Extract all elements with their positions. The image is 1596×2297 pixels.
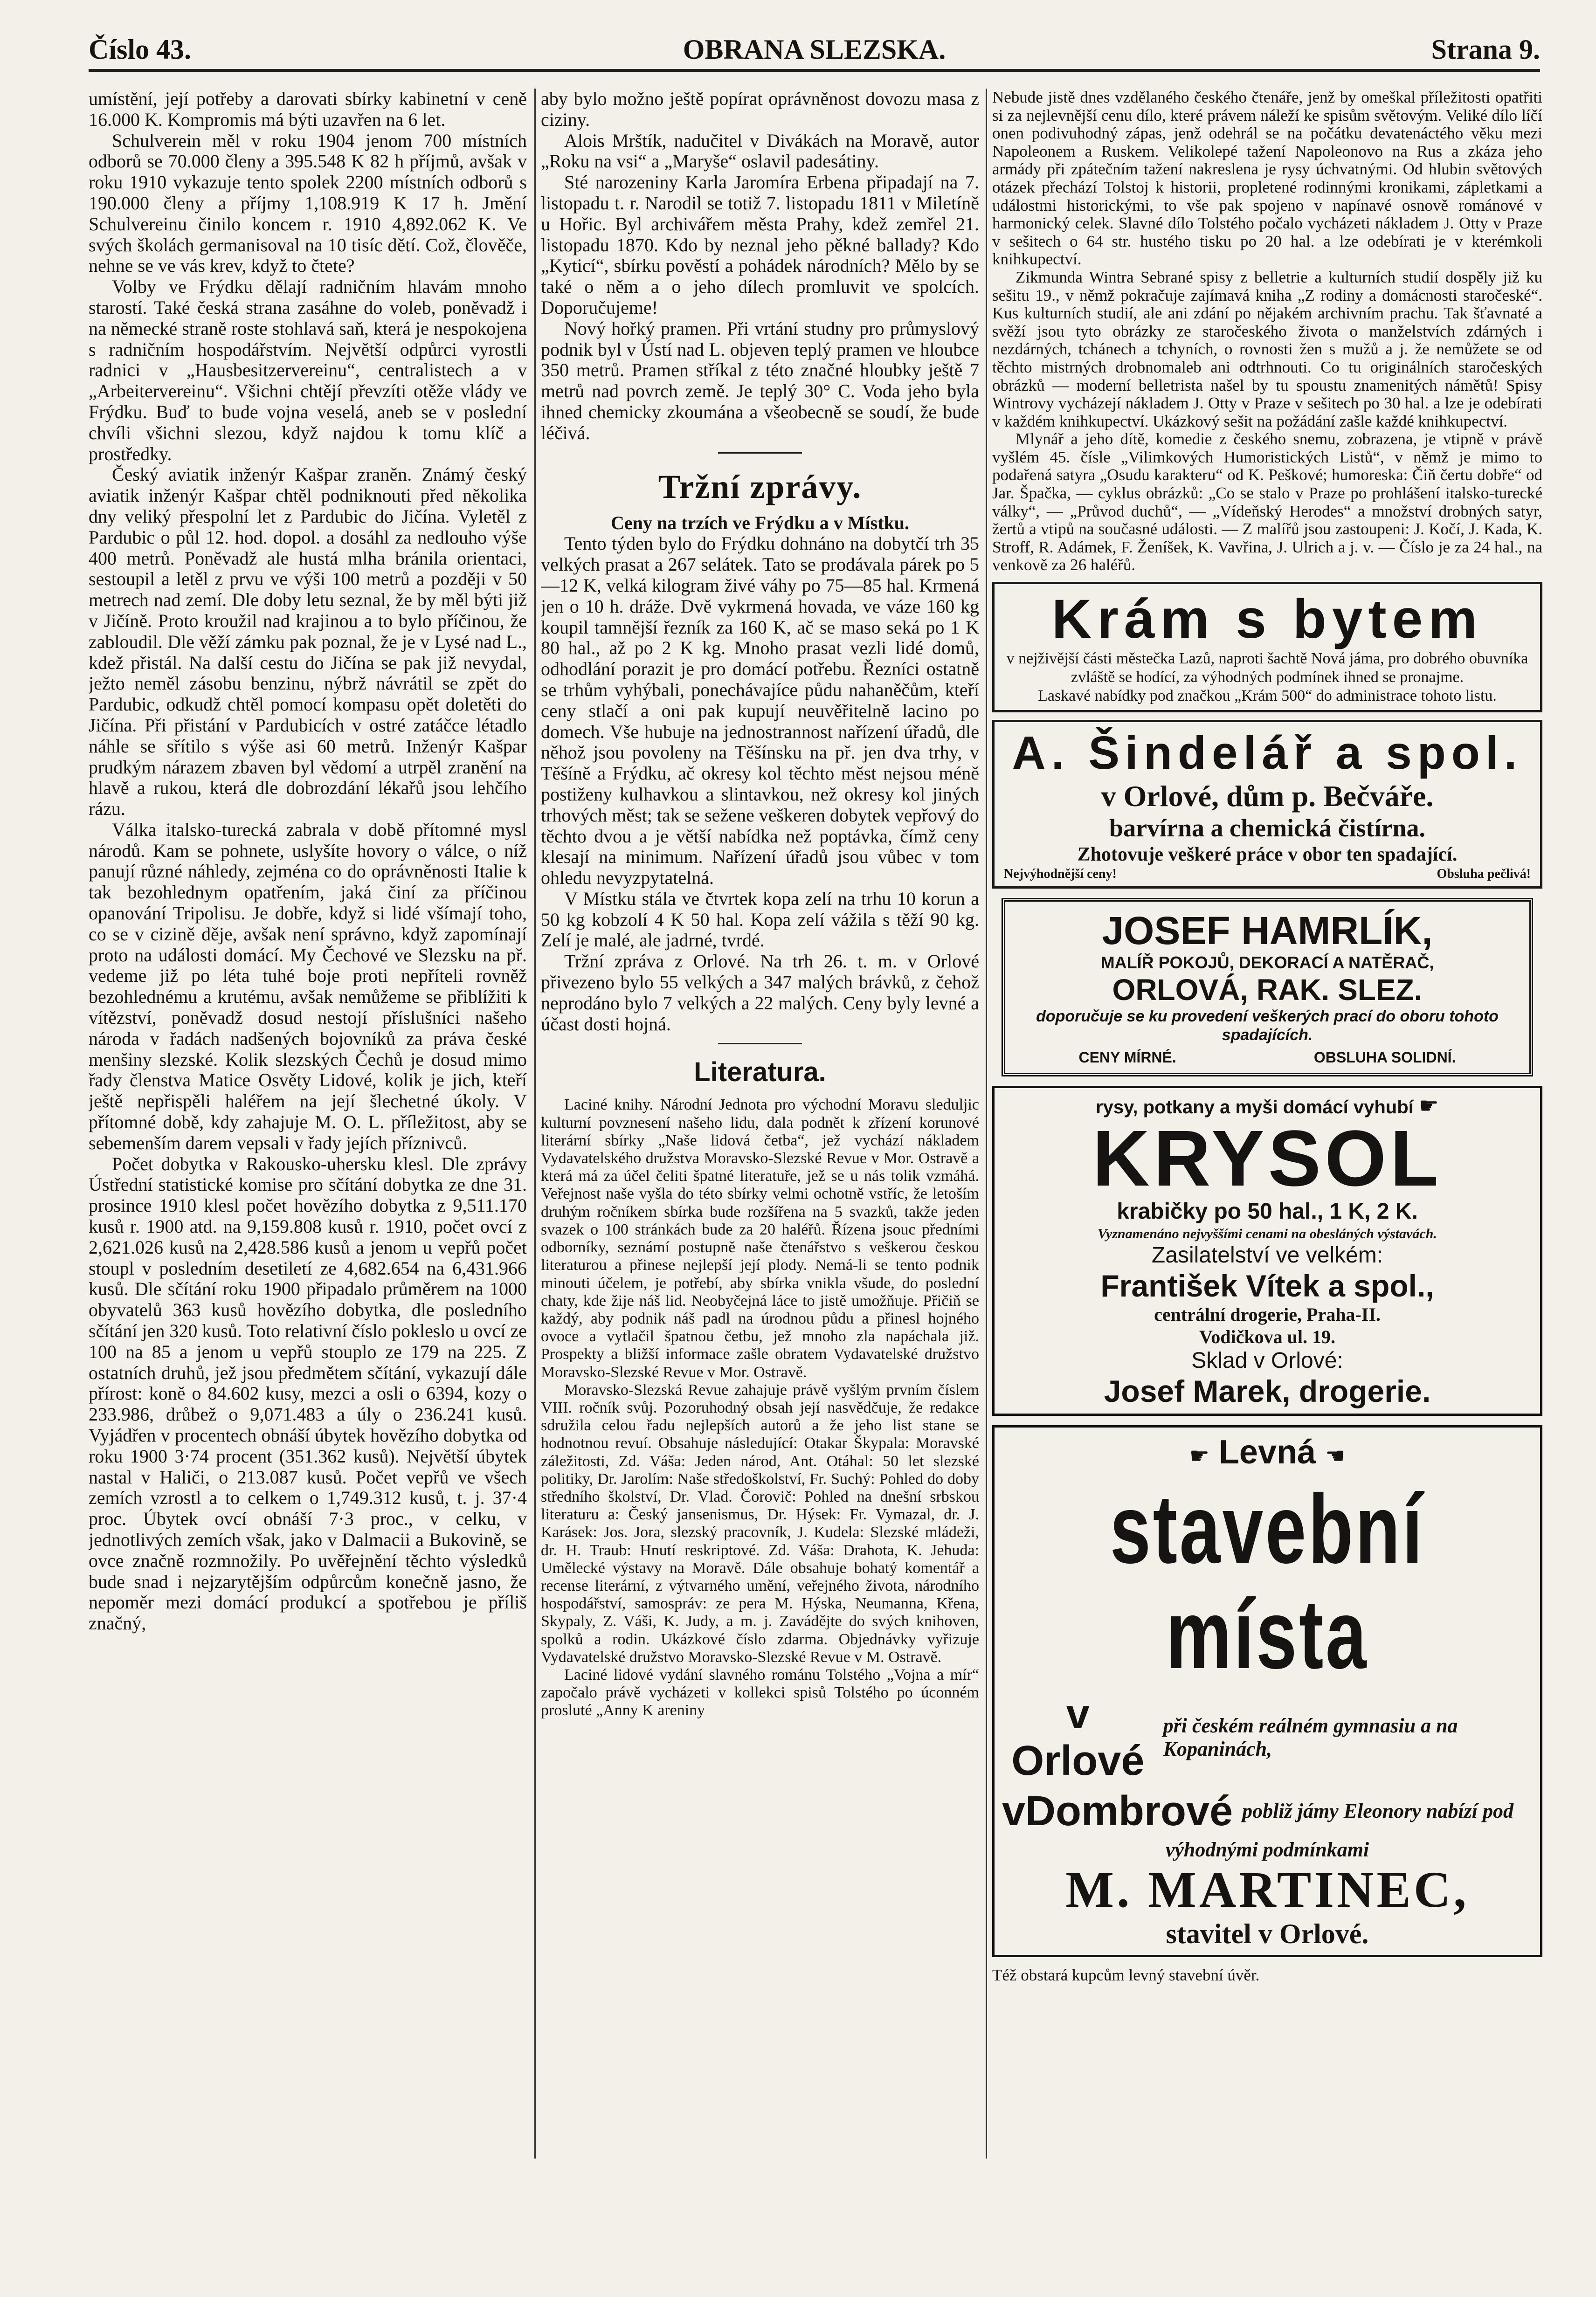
article-winter: Zikmunda Wintra Sebrané spisy z belletrie a kulturních studií dospěly již ku sešitu 19., v němž pokračuje zajímavá kniha „Z rodiny a domácnosti staročeské“. Kus kulturních studií, ale ani zdání po nějakém archivním prachu. Tak šťavnaté a svěží jsou tyto obrázky ze staročeského života o manželstvích zdárných i nezdárných, tchánech a tchyních, o rovnosti žen s mužů a j. že nemůžete se od těchto mistrných drobnomaleb ani odtrhnouti. Co tu originálních staročeských obrázků — moderní belletrista našel by tu spoustu znamenitých námětů! Spisy Wintrovy vycházejí nákladem J. Otty v Praze v sešitech po 30 hal. a lze je odebírati v každém knihkupectví. Ukázkový sešit na požádání zašle každé knihkupectví. — [992, 268, 1542, 430]
ad-company-sub: stavitel v Orlové. — [1166, 1918, 1369, 1950]
ad-footnote: Též obstará kupcům levný stavební úvěr. — [992, 1966, 1260, 1985]
article-aviatik: Český aviatik inženýr Kašpar zraněn. Známý český aviatik inženýr Kašpar chtěl podniknouti před několika dny veliký přespolní let z Pardubic do Jičína. Vyletěl z Pardubic o půl 12. hod. dopol. a dosáhl za nedlouho výše 400 metrů. Poněvadž ale hustá mlha bránila orientaci, sestoupil a letěl z prvu ve výši 100 metrů a později v 50 metrech nad zemí. Dle doby letu seznal, že by měl býti již v Jičíně. Proto kroužil nad krajinou a to bylo příčinou, že zabloudil. Dle věží zámku pak poznal, že je v Lysé nad L., kdež přistál. Na další cestu do Jičína se pak již nevydal, ježto neměl zásobu benzinu, nýbrž návrátil se zpět do Pardubic, odkudž chtěl pomocí kompasu opět doletěti do Jičína. Při přistání v Pardubicích v ostré zatáčce létadlo náhle se sřítilo s výše asi 60 metrů. Inženýr Kašpar prudkým nárazem zbaven byl vědomí a utrpěl zranění na hlavě a rukou, která dle dobrozdání lékařů jsou lehčího rázu. — [89, 464, 527, 820]
ad-location: ORLOVÁ, RAK. SLEZ. — [1112, 973, 1423, 1007]
trzni-paragraph: V Místku stála ve čtvrtek kopa zelí na trhu 10 korun a 50 kg kobzolí 4 K 50 hal. Kopa zelí vážila s těží 90 kg. Zelí je malé, ale jadrné, tvrdé. — [541, 888, 979, 951]
column-divider — [534, 89, 536, 2159]
ad-sindelar — [992, 720, 1542, 889]
section-heading-literatura: Literatura. — [694, 1057, 826, 1088]
article-schulverein: Schulverein měl v roku 1904 jenom 700 místních odborů se 70.000 členy a 395.548 K 82 h příjmů, avšak v roku 1910 vykazuje tento spolek 2200 místních odborů s 190.000 členy a příjmy 1,108.919 K 17 h. Jmění Schulvereinu činilo koncem r. 1910 4,892.062 K. Ve svých školách germanisoval na 10 tisíc dětí. Což, člověče, nehne se ve vás krev, když to čtete? — [89, 130, 527, 276]
ad-brand: KRYSOL — [1092, 1114, 1443, 1203]
ad-tagline: CENY MÍRNÉ. — [1078, 1049, 1176, 1066]
article-valka: Válka italsko-turecká zabrala v době přítomné mysl národů. Kam se pohnete, uslyšíte hovory o válce, o níž panují různé náhledy, zejména co do oprávněnosti Italie k tak bezohlednym opatřením, jaká činí za příčinou opanování Tripolisu. Je dobře, když si lidé všímají toho, co se v cizině děje, avšak není správno, když zapomínají proto na události domácí. My Čechové ve Slezsku na př. vedeme již po léta tuhé boje proti nepříteli rovněž bezohlednému a krutému, avšak nemůžeme se přiblížiti k vítězství, poněvadž dosud nestojí příslušníci našeho národa v řadách nadšených bojovníků za práva české menšiny slezské. Kolik slezských Čechů je dosud mimo řady členstva Matice Osvěty Lidové, kolik je jich, kteří ještě nepřispěli haléřem na její šlechetné úkoly. V přítomné době, kdy zahajuje M. O. L. příležitost, aby se sebemenším darem vepsali v řady jejích příznivců. — [89, 819, 527, 1153]
ad-location: v Orlové — [1011, 1691, 1145, 1785]
ad-label: Zasilatelství ve velkém: — [1151, 1243, 1383, 1268]
literatura-paragraph: Moravsko-Slezská Revue zahajuje právě vyšlým prvním číslem VIII. ročník svůj. Pozoruhodný obsah její nasvědčuje, že redakce sdružila celou řadu nejlepších autorů a že jeho list stane se hodnotnou revuí. Obsahuje následující: Otakar Škypala: Moravské záležitosti, Zd. Váša: Jeden národ, Ant. Otáhal: 50 let slezské politiky, Dr. Jarolím: Naše středoškolství, Fr. Suchý: Pohled do doby středního školství, Dr. Vlad. Čorovič: Pohled na dnešní srbskou literaturu a: Český jansenismus, Dr. Hýsek: Fr. Vymazal, dr. J. Karásek: Jos. Jora, slezský pracovník, J. Kudela: Slezské mládeži, dr. H. Traub: Hnutí reskriptové. Zd. Váša: Drahota, K. Jehuda: Umělecké výstavy na Moravě. Dále obsahuje bohatý komentář a recense literární, z výtvarného umění, veřejného života, národního hospodářství, samospráv: ze pera M. Hýska, Neumanna, Křena, Skypaly, Z. Váši, K. Judy, a m. j. Zavádějte do svých knihoven, spolků a rodin. Ukázkové číslo zdarma. Objednávky vyřizuje Vydavatelské družstvo Moravsko-Slezské Revue v M. Ostravě. — [541, 1381, 979, 1666]
trzni-paragraph: Tržní zpráva z Orlové. Na trh 26. t. m. v Orlové přivezeno bylo 55 velkých a 347 malých brávků, z čehož neprodáno bylo 7 velkých a 22 malých. Ceny byly levné a účast dosti hojná. — [541, 951, 979, 1035]
ad-hamrlik — [1002, 898, 1533, 1076]
ad-location-desc: při českém reálném gymnasiu a na Kopaninách, — [1163, 1714, 1458, 1761]
article-mlynar: Mlynář a jeho dítě, komedie z českého snemu, zobrazena, je vtipně v právě vyšlém 45. čísle „Vilimkových Humoristických Listů“, v němž je mimo to podařená satyra „Osudu karakteru“ od K. Peškové; humoreska: Čiň čertu dobře“ od Jar. Špačka, — cyklus obrázků: „Co se stalo v Praze po prohlášení italsko-turecké války“, — „Průvod duchů“, — „Vídeňský Herodes“ a množství drobných satyr, žertů a vtipů na současné události. — Z malířů jsou zastoupeni: J. Kočí, J. Kada, K. Stroff, R. Adámek, F. Ženíšek, K. Vavřina, J. Ulrich a j. v. — Číslo je za 24 hal., na venkově za 26 haléřů. — [992, 430, 1542, 574]
ad-services: Zhotovuje veškeré práce v obor ten spadající. — [1077, 844, 1458, 866]
ad-text: v nejživější části městečka Lazů, naproti šachtě Nová jáma, pro dobrého obuvníka zvláště se hodící, za výhodných podmínek ihned se pronajme. — [1006, 650, 1528, 686]
ad-kram-s-bytem — [992, 582, 1542, 712]
column-divider — [986, 89, 987, 2159]
ad-trade: MALÍŘ POKOJŮ, DEKORACÍ A NATĚRAČ, — [1100, 953, 1434, 973]
header-rule — [89, 69, 1540, 72]
page-number: Strana 9. — [1431, 34, 1540, 65]
ad-company: František Vítek a spol., — [1100, 1269, 1434, 1304]
ad-title: A. Šindelář a spol. — [1012, 727, 1523, 779]
ad-text: Laskavé nabídky pod značkou „Krám 500“ do administrace tohoto listu. — [1038, 687, 1497, 705]
ad-title: JOSEF HAMRLÍK, — [1102, 909, 1433, 953]
section-rule — [718, 452, 802, 454]
literatura-paragraph: Laciné lidové vydání slavného románu Tolstého „Vojna a mír“ započalo právě vycházeti v kollekci spisů Tolstého po úconném prosluté „Anny K areniny — [541, 1666, 979, 1719]
ad-store: Josef Marek, drogerie. — [1104, 1374, 1431, 1409]
article-tolstoj: Nebude jistě dnes vzdělaného českého čtenáře, jenž by omeškal příležitosti opatřiti si za nejlevnější cenu dílo, které právem náleží ke spisům světovým. Veliké dílo líčí onen podivuhodný zápas, jenž odehrál se na počátku devatenáctého věku mezi Napoleonem a Ruskem. Velikolepé tažení Napoleonovo na Rus a zkáza jeho armády při zpátečním tažení nakreslena je rysy úchvatnými. Od hlubin světových otázek přechází Tolstoj k historii, propletené rodinnými kronikami, zápletkami a událostmi historickými, to vše pak spojeno v napínavé osnově románové v harmonický celek. Slavné dílo Tolstého počalo vycházeti nákladem J. Otty v Praze v sešitech o 64 str. hustého tisku po 20 hal. a lze odebírati je v kterémkoli knihkupectví. — [992, 89, 1542, 269]
ad-intro-text: rysy, potkany a myši domácí vyhubí — [1096, 1097, 1414, 1118]
column-2 — [541, 89, 979, 2163]
article-erben: Sté narozeniny Karla Jaromíra Erbena připadají na 7. listopadu t. r. Narodil se totiž 7. listopadu 1811 v Miletíně u Hořic. Byl archivářem města Prahy, kdež zemřel 21. listopadu 1870. Kdo by neznal jeho pěkné ballady? Kdo „Kyticí“, sbírku pověstí a pohádek národních? Mělo by se také o něm a o jeho dílech promluvit ve spolcích. Doporučujeme! — [541, 172, 979, 318]
ad-tagline: OBSLUHA SOLIDNÍ. — [1313, 1049, 1456, 1066]
ad-location-desc: pobliž jámy Eleonory nabízí pod — [1242, 1800, 1513, 1823]
ad-stavebni-mista — [992, 1425, 1542, 1957]
ad-label: Sklad v Orlové: — [1191, 1348, 1343, 1373]
page-header — [89, 34, 1540, 71]
column-3 — [992, 89, 1542, 2168]
ad-heading — [1002, 1432, 1533, 1476]
article-paragraph: aby bylo možno ještě popírat oprávněnost dovozu masa z ciziny. — [541, 89, 979, 130]
article-dobytek: Počet dobytka v Rakousko-uhersku klesl. Dle zprávy Ústřední statistické komise pro sčítání dobytka ze dne 31. prosince 1910 klesl počet hovězího dobytka z 9,511.170 kusů r. 1900 atd. na 9,159.808 kusů r. 1910, počet ovcí z 2,621.026 kusů na 2,428.586 kusů a jenom u vepřů počet stoupl v posledním desetiletí ze 4,682.654 na 6,431.966 kusů. Dle sčítání roku 1900 připadalo průměrem na 1000 obyvatelů 363 kusů hovězího dobytka, dle posledního sčítání jen 320 kusů. Toto relativní číslo pokleslo u ovcí ze 100 na 85 a jenom u vepřů stouplo ze 179 na 225. Z ostatních druhů, jež jsou předmětem sčítání, vykazují dále přírost: koně o 84.602 kusy, mezci a osli o 6394, kozy o 233.986, drůbež o 9,071.483 a úly o 236.241 kusů. Vyjádřen v procentech obnáší úbytek hovězího dobytka od roku 1900 3·74 procent (351.362 kusů). Největší úbytek nastal v Haliči, o 213.087 kusů. Počet vepřů ve všech zemích vzrostl a to celkem o 1,749.312 kusů, t. j. 37·4 proc. Úbytek ovcí obnáší 7·3 proc., v celku, v jednotlivých zemích však, jako v Dalmacii a Bukovině, se ovce značně rozmnožily. Po uvěřejnění těchto výsledků bude snad i nejzarytějším odpůrcům konečně jasno, že nepoměr mezi domácí produkcí a spotřebou je příliš značný, — [89, 1153, 527, 1634]
article-pramen: Nový hořký pramen. Při vrtání studny pro průmyslový podnik byl v Ústí nad L. objeven teplý pramen ve hloubce 350 metrů. Pramen stříkal z této značné hloubky ještě 7 metrů nad povrch země. Je teplý 30° C. Voda jeho byla ihned chemicky zkoumána a všeobecně se soudí, že bude léčivá. — [541, 317, 979, 443]
ad-price: krabičky po 50 hal., 1 K, 2 K. — [1117, 1199, 1418, 1224]
pointing-hand-icon: ☛ — [1418, 1094, 1439, 1119]
ad-company: M. MARTINEC, — [1065, 1861, 1469, 1918]
trzni-paragraph: Tento týden bylo do Frýdku dohnáno na dobytčí trh 35 velkých prasat a 267 selátek. Tato se prodávala párek po 5—12 K, velká kilogram živé váhy po 75—85 hal. Krmená jen o 10 h. dráže. Dvě vykrmená hovada, ve váze 160 kg koupil tamnější řezník za 160 K, ač se maso seká po 1 K 80 hal., až po 2 K kg. Mnoho prasat vezli lidé domů, odhodlání porazit je pro domácí potřebu. Řezníci ostatně se trhům vyhýbali, ponechávajíce půdu nahaněčům, kteří ceny stlačí a oni pak kupují neuvěřitelně lacino po domech. Vše hubuje na jednostrannost nařízení úřadů, dle něhož jsou povoleny na Těšínsku na př. jen dva trhy, v Těšíně a Frýdku, ač okresy kol těchto měst nejsou méně postiženy kulhavkou a slintavkou, než okresy kol jiných trhových měst; tak se sežene veškeren dobytek vepřový do těchto dvou a je větší nabídka než poptávka, čímž ceny klesají na minimum. Nařízení úřadů jsou vůbec v tom ohledu nevyzpytatelná. — [541, 533, 979, 889]
article-volby-frydek: Volby ve Frýdku dělají radničním hlavám mnoho starostí. Také česká strana zasáhne do voleb, poněvadž i na německé straně roste stohlavá saň, která je nespokojena s radničním hospodářstvím. Největší odpůrci vyrostli radnici v „Hausbesitzervereinu“, centralistech a v „Arbeitervereinu“. Všichni chtějí převzíti otěže vlády ve Frýdku. Buď to bude vojna veselá, aneb se v poslední chvíli všichni slezou, když najdou k tomu klíč a prostředky. — [89, 276, 527, 464]
pointing-hand-icon: ☛ — [1189, 1444, 1209, 1469]
ad-business: barvírna a chemická čistírna. — [1109, 814, 1425, 842]
ad-krysol — [992, 1086, 1542, 1416]
pointing-hand-left-icon: ☚ — [1325, 1444, 1346, 1469]
literatura-paragraph: Laciné knihy. Národní Jednota pro východní Moravu sleduljic kulturní povznesení našeho lidu, dala podnět k zřízení korunové literární sbírky „Naše lidová četba“, jež vychází nákladem Vydavatelského družstva Moravsko-Slezské Revue v Mor. Ostravě a která má za účel čeliti špatné literatuře, jež se u nás tolik vzmáhá. Veřejnost naše vyšla do této sbírky velmi ochotně vstříc, že letoším druhým ročníkem sbírka bude rozšířena na 5 svazků, takže jeden svazek o 100 stránkách bude za 20 haléřů. Řízena jsouc předními odborníky, seznámí postupně naše čtenářstvo s veškerou českou literaturou a přinese nejlepší její plody. Nemá-li se tento podnik minouti účelem, je potřebí, aby sbírka vnikla všude, do poslední chaty, kde žije náš lid. Neobyčejná láce to jistě umožňuje. Přičiň se každý, aby podnik náš padl na úrodnou půdu a přinesl hojného ovoce a vytlačil špatnou četbu, jež mnoho zla napáchala již. Prospekty a bližší informace zašle obratem Vydavatelské družstvo Moravsko-Slezské Revue v Mor. Ostravě. — [541, 1096, 979, 1381]
ad-tagline: Obsluha pečlivá! — [1437, 867, 1531, 882]
ad-conditions: výhodnými podmínkami — [1165, 1838, 1369, 1862]
ad-address: v Orlové, dům p. Bečváře. — [1101, 779, 1434, 813]
ad-tagline: Nejvýhodnější ceny! — [1004, 867, 1117, 882]
article-mrstik: Alois Mrštík, nadučitel v Divákách na Moravě, autor „Roku na vsi“ a „Maryše“ oslavil padesátiny. — [541, 130, 979, 172]
masthead-title: OBRANA SLEZSKA. — [683, 34, 946, 65]
issue-number: Číslo 43. — [89, 34, 192, 65]
ad-location: vDombrové — [1002, 1788, 1233, 1835]
ad-text: doporučuje se ku provedení veškerých prací do oboru tohoto spadajících. — [1036, 1007, 1499, 1044]
article-paragraph: umístění, její potřeby a darovati sbírky kabinetní v ceně 16.000 K. Kompromis má býti uzavřen na 6 let. — [89, 89, 527, 130]
ad-heading-text: Levná — [1218, 1434, 1316, 1471]
section-heading-trzni: Tržní zprávy. — [658, 468, 862, 505]
ad-awards: Vyznamenáno nejvyššími cenami na obesláných výstavách. — [1098, 1226, 1437, 1242]
ad-title: Krám s bytem — [1051, 588, 1483, 650]
trzni-subheading: Ceny na trzích ve Frýdku a v Místku. — [611, 512, 909, 533]
ad-address: Vodičkova ul. 19. — [1199, 1326, 1335, 1348]
section-rule — [718, 1043, 802, 1044]
column-1 — [89, 89, 527, 2163]
ad-title: stavební místa — [1110, 1474, 1425, 1690]
ad-company-sub: centrální drogerie, Praha-II. — [1154, 1304, 1381, 1325]
